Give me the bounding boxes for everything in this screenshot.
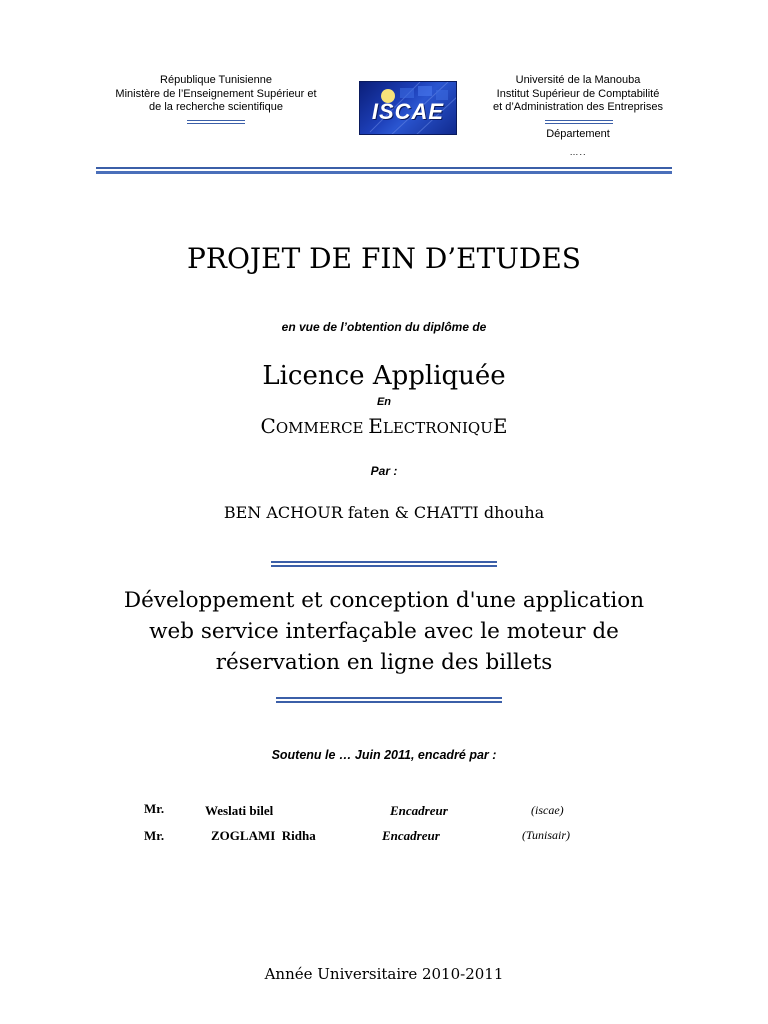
header-separator: [96, 167, 672, 174]
project-title: [84, 585, 684, 678]
specialty-part: E: [368, 414, 383, 438]
supervisor-1-role: Encadreur: [390, 803, 448, 818]
project-title-rule-top: [271, 561, 497, 567]
project-title-line: web service interfaçable avec le moteur de: [149, 619, 619, 644]
defense-line: Soutenu le … Juin 2011, encadré par :: [271, 748, 497, 762]
header-right-block: [476, 74, 680, 115]
institute-line-2: et d’Administration des Entreprises: [493, 101, 663, 113]
diploma-intro: en vue de l’obtention du diplôme de: [281, 320, 487, 334]
by-label: Par :: [370, 464, 398, 478]
specialty: [0, 414, 768, 438]
supervisor-1-title: Mr.: [144, 801, 165, 816]
project-title-line: Développement et conception d'une application: [123, 588, 645, 613]
ministry-line-2: de la recherche scientifique: [149, 101, 283, 113]
academic-year: Année Universitaire 2010-2011: [264, 965, 504, 983]
degree-name: Licence Appliquée: [262, 361, 506, 391]
supervisor-1-org: (iscae): [531, 803, 564, 817]
header-right-rule: [545, 120, 613, 124]
country-name: République Tunisienne: [160, 74, 272, 86]
specialty-part: OMMERCE: [275, 419, 369, 437]
project-title-rule-bottom: [276, 697, 502, 703]
degree-en: En: [376, 396, 392, 408]
department-value: …..: [569, 147, 587, 157]
supervisor-2-title: Mr.: [144, 828, 165, 843]
supervisor-2-role: Encadreur: [382, 828, 440, 843]
supervisor-2-org: (Tunisair): [522, 828, 571, 842]
department-label: Département: [546, 128, 610, 140]
header-left-rule: [187, 120, 245, 124]
header-left-block: [100, 74, 332, 115]
specialty-part: E: [492, 414, 508, 438]
project-title-line: réservation en ligne des billets: [215, 650, 553, 675]
iscae-logo: [359, 81, 457, 135]
supervisor-2-name: ZOGLAMI Ridha: [211, 828, 316, 843]
institute-line-1: Institut Supérieur de Comptabilité: [496, 87, 660, 100]
authors: BEN ACHOUR faten & CHATTI dhouha: [223, 503, 545, 522]
specialty-part: LECTRONIQU: [382, 419, 493, 437]
logo-text: ISCAE: [371, 99, 445, 124]
ministry-line-1: Ministère de l’Enseignement Supérieur et: [115, 87, 317, 100]
university-name: Université de la Manouba: [515, 74, 641, 86]
specialty-part: C: [260, 414, 276, 438]
page-title: PROJET DE FIN D’ETUDES: [187, 242, 581, 275]
supervisor-1-name: Weslati bilel: [205, 803, 274, 818]
